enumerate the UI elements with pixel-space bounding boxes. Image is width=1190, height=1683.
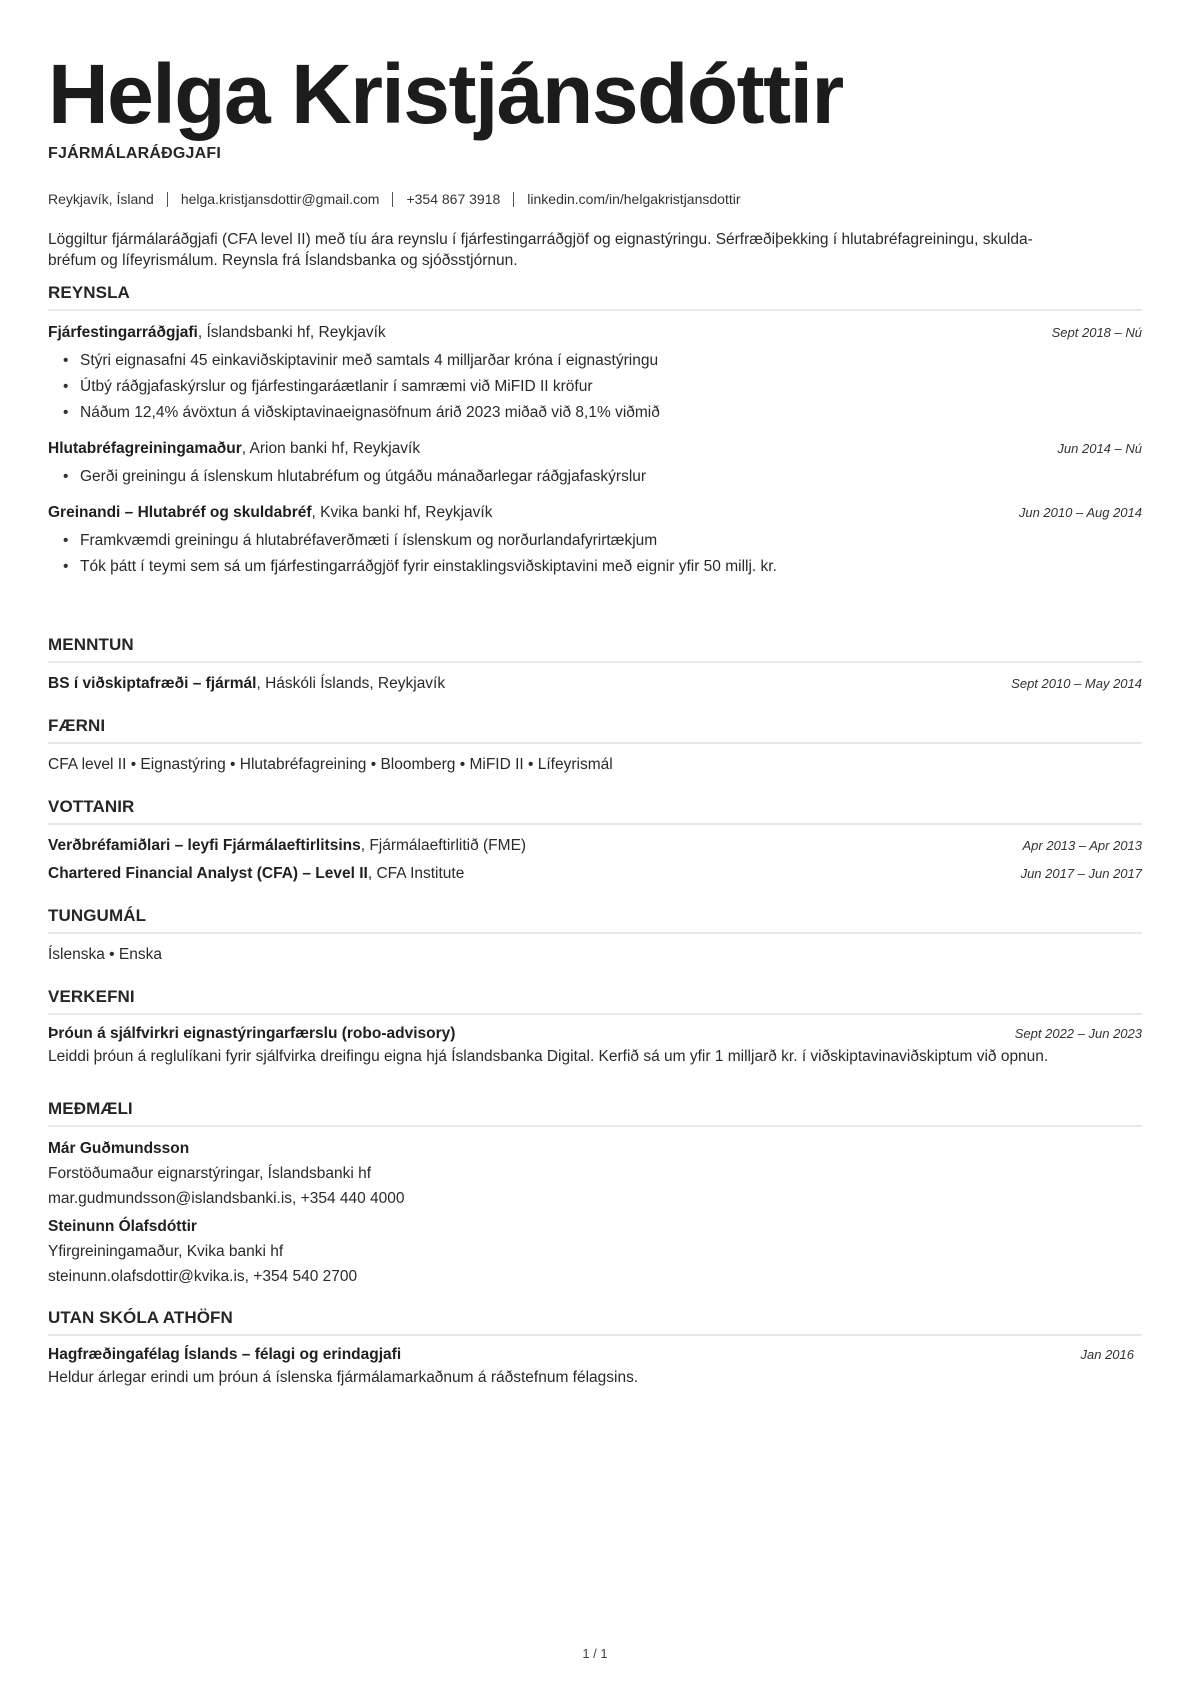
job-role: Greinandi – Hlutabréf og skuldabréf: [48, 504, 312, 521]
school: , Háskóli Íslands, Reykjavík: [256, 675, 446, 692]
job-org: , Arion banki hf, Reykjavík: [241, 440, 421, 457]
job-bullet: • Framkvæmdi greiningu á hlutabréfaverðmæti í íslenskum og norðurlandafyrirtækjum: [80, 528, 1142, 554]
reference-name: Már Guðmundsson: [48, 1140, 190, 1157]
job-entry: [48, 324, 1142, 426]
skills-list: CFA level II • Eignastýring • Hlutabréfagreining • Bloomberg • MiFID II • Lífeyrismál: [48, 756, 613, 773]
certification-entry: [48, 837, 1142, 855]
contact-email[interactable]: helga.kristjansdottir@gmail.com: [180, 191, 380, 207]
section-heading: MENNTUN: [48, 635, 1142, 663]
languages-section: [48, 906, 1142, 967]
job-org: , Kvika banki hf, Reykjavík: [311, 504, 493, 521]
project-entry: [48, 1025, 1142, 1043]
summary: [48, 229, 1142, 271]
certification-entry: [48, 865, 1142, 883]
languages-list: Íslenska • Enska: [48, 946, 162, 963]
skills-section: [48, 716, 1142, 777]
activities-section: [48, 1308, 1142, 1390]
job-org: , Íslandsbanki hf, Reykjavík: [197, 324, 386, 341]
education-date: Sept 2010 – May 2014: [1011, 676, 1142, 691]
reference-contact: steinunn.olafsdottir@kvika.is, +354 540 2700: [48, 1268, 358, 1285]
section-heading: TUNGUMÁL: [48, 906, 1142, 934]
page-number: 1 / 1: [582, 1646, 608, 1661]
certification-name: Verðbréfamiðlari – leyfi Fjármálaeftirlitsins: [48, 837, 361, 854]
section-heading: UTAN SKÓLA ATHÖFN: [48, 1308, 1142, 1336]
job-bullet: • Gerði greiningu á íslenskum hlutabréfum og útgáðu mánaðarlegar ráðgjafaskýrslur: [80, 464, 1142, 490]
activity-description: Heldur árlegar erindi um þróun á íslenska fjármálamarkaðnum á ráðstefnum félagsins.: [48, 1369, 639, 1386]
candidate-name: Helga Kristjánsdóttir: [48, 47, 843, 141]
section-heading: MEÐMÆLI: [48, 1099, 1142, 1127]
reference-position: Forstöðumaður eignarstýringar, Íslandsbanki hf: [48, 1165, 372, 1182]
contact-linkedin[interactable]: linkedin.com/in/helgakristjansdottir: [527, 191, 741, 207]
job-bullet: • Tók þátt í teymi sem sá um fjárfestingarráðgjöf fyrir einstaklingsviðskiptavini með eignir yfir 50 millj. kr.: [80, 554, 1142, 580]
job-bullet: • Útbý ráðgjafaskýrslur og fjárfestingaráætlanir í samræmi við MiFID II kröfur: [80, 374, 1142, 400]
certification-date: Apr 2013 – Apr 2013: [1022, 838, 1142, 853]
activity-date: Jan 2016: [1080, 1347, 1134, 1362]
contact-location: Reykjavík, Ísland: [48, 191, 154, 207]
job-entry: [48, 504, 1142, 580]
job-date: Jun 2010 – Aug 2014: [1018, 505, 1142, 520]
job-date: Sept 2018 – Nú: [1051, 325, 1142, 340]
project-date: Sept 2022 – Jun 2023: [1014, 1026, 1142, 1041]
reference-contact: mar.gudmundsson@islandsbanki.is, +354 440 4000: [48, 1190, 405, 1207]
summary-line: bréfum og lífeyrismálum. Reynsla frá Íslandsbanka og sjóðsstjórnun.: [48, 252, 518, 269]
section-heading: VOTTANIR: [48, 797, 1142, 825]
divider: [392, 192, 393, 207]
job-role: Fjárfestingarráðgjafi: [48, 324, 198, 341]
reference-name: Steinunn Ólafsdóttir: [48, 1218, 197, 1235]
activity-entry: [48, 1346, 1142, 1364]
project-name: Þróun á sjálfvirkri eignastýringarfærslu (robo-advisory): [48, 1025, 456, 1042]
reference-entry: [48, 1137, 1142, 1211]
certification-name: Chartered Financial Analyst (CFA) – Level II: [48, 865, 368, 882]
section-heading: FÆRNI: [48, 716, 1142, 744]
reference-position: Yfirgreiningamaður, Kvika banki hf: [48, 1243, 284, 1260]
education-section: [48, 635, 1142, 693]
experience-section: [48, 283, 1142, 580]
certification-org: , CFA Institute: [367, 865, 465, 882]
job-title: FJÁRMÁLARÁÐGJAFI: [48, 145, 221, 162]
project-description: Leiddi þróun á reglulíkani fyrir sjálfvirka dreifingu eigna hjá Íslandsbanka Digital. Kerfið sá um yfir 1 milljarð kr. í viðskiptavinaviðskiptum við opnun.: [48, 1048, 1049, 1065]
job-entry: [48, 440, 1142, 490]
reference-entry: [48, 1215, 1142, 1289]
job-bullet: • Náðum 12,4% ávöxtun á viðskiptavinaeignasöfnum árið 2023 miðað við 8,1% viðmið: [80, 400, 1142, 426]
section-heading: VERKEFNI: [48, 987, 1142, 1015]
activity-name: Hagfræðingafélag Íslands – félagi og erindagjafi: [48, 1346, 402, 1363]
summary-line: Löggiltur fjármálaráðgjafi (CFA level II) með tíu ára reynslu í fjárfestingarráðgjöf og eignastýringu. Sérfræðiþekking í hlutabréfagreiningu, skulda-: [48, 231, 1033, 248]
degree: BS í viðskiptafræði – fjármál: [48, 675, 257, 692]
education-entry: [48, 675, 1142, 693]
contact-bar: [48, 191, 741, 207]
job-date: Jun 2014 – Nú: [1057, 441, 1142, 456]
certification-org: , Fjármálaeftirlitið (FME): [360, 837, 527, 854]
references-section: [48, 1099, 1142, 1289]
section-heading: REYNSLA: [48, 283, 1142, 311]
job-role: Hlutabréfagreiningamaður: [48, 440, 242, 457]
projects-section: [48, 987, 1142, 1069]
certifications-section: [48, 797, 1142, 883]
contact-phone: +354 867 3918: [406, 191, 501, 207]
job-bullet: • Stýri eignasafni 45 einkaviðskiptavinir með samtals 4 milljarðar króna í eignastýringu: [80, 348, 1142, 374]
divider: [167, 192, 168, 207]
certification-date: Jun 2017 – Jun 2017: [1020, 866, 1142, 881]
divider: [513, 192, 514, 207]
